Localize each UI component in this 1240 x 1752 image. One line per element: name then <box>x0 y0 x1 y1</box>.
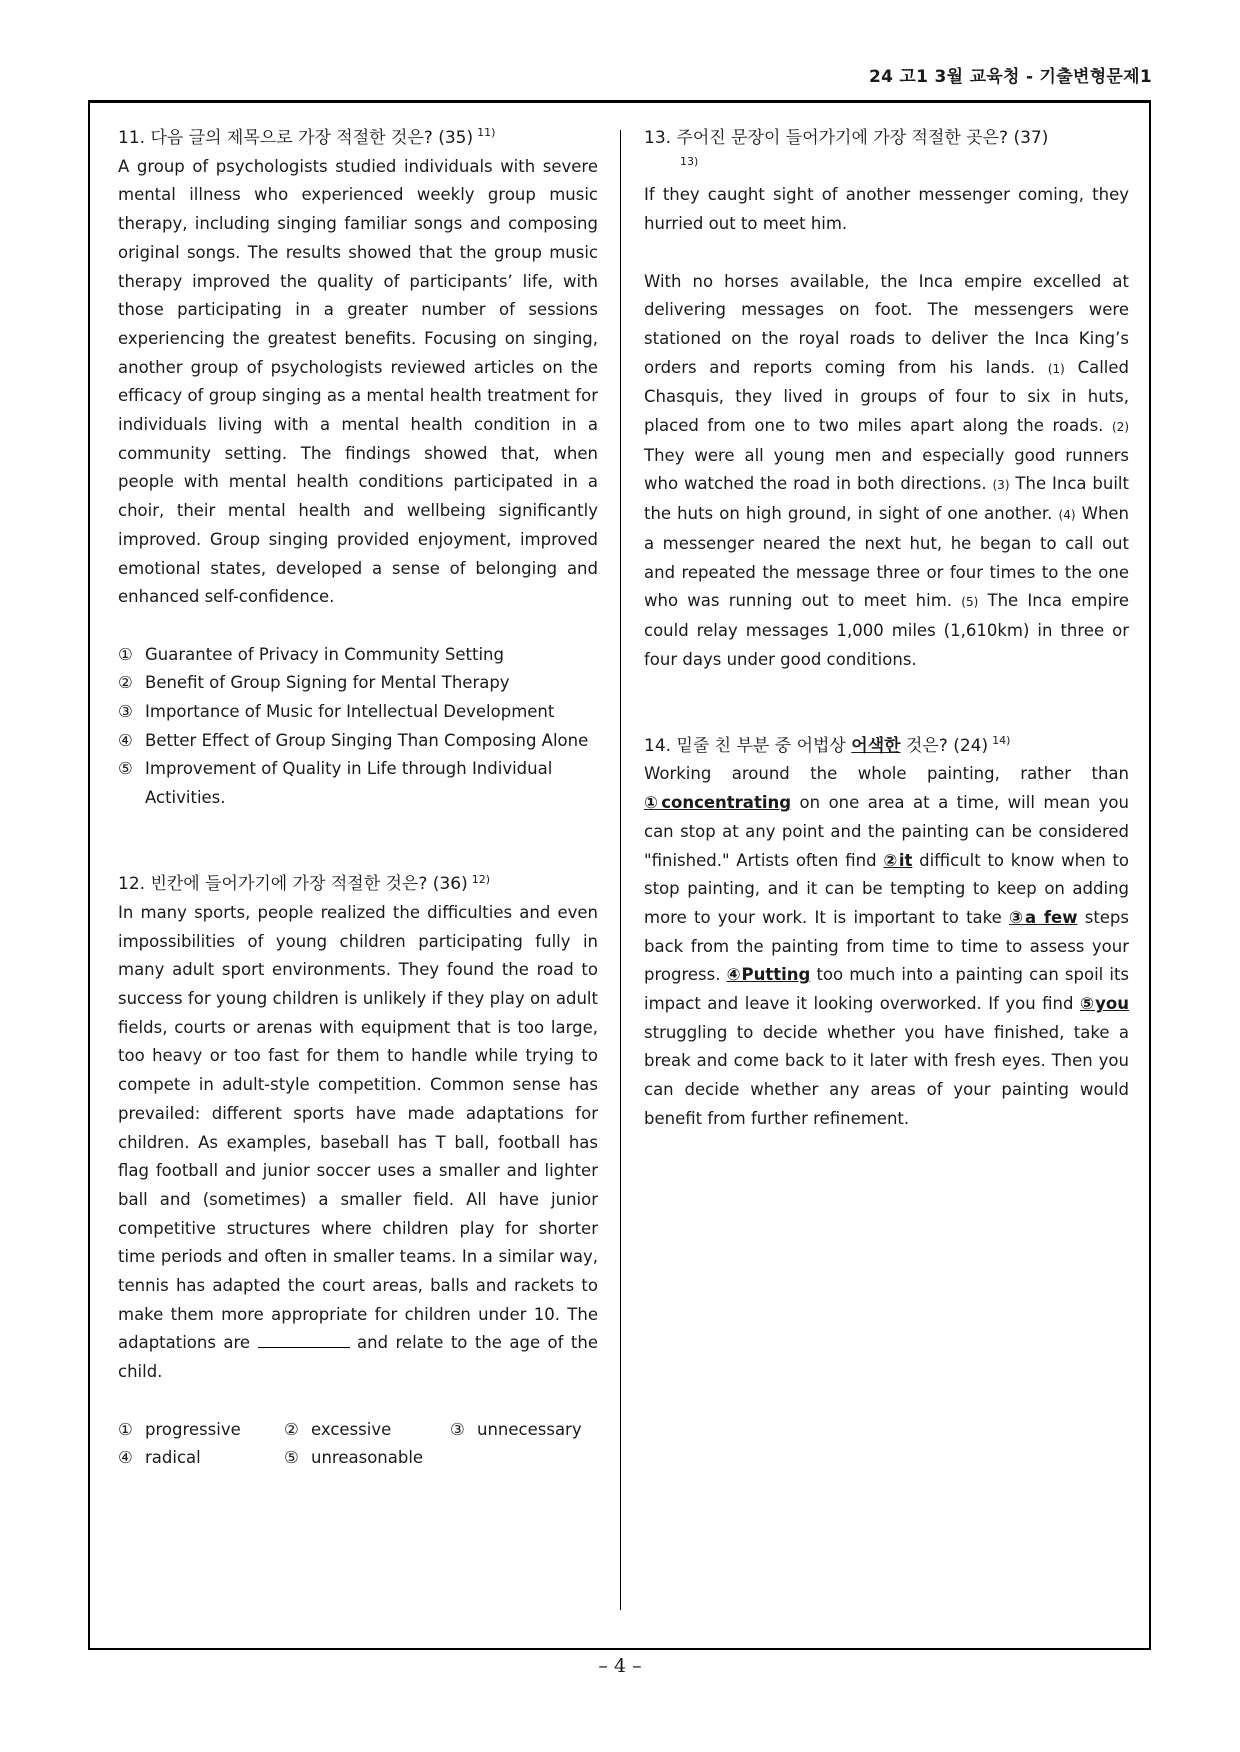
question-12-choices <box>118 1416 598 1473</box>
question-14 <box>644 732 1129 1134</box>
position-marker-3: (3) <box>992 478 1010 493</box>
choice-3[interactable]: ③ unnecessary <box>450 1419 582 1439</box>
question-14-passage: Working around the whole painting, rather than ①concentrating on one area at a time, will mean you can stop at any point and the painting can be considered "finished." Artists often find ②it difficult to know when to stop painting, and it can be tempting to keep on adding more to your work. It is important to take ③a few steps back from the painting from time to time to assess your progress. ④Putting too much into a painting can spoil its impact and leave it looking overworked. If you find ⑤you struggling to decide whether you have finished, take a break and come back to it later with fresh eyes. Then you can decide whether any areas of your painting would benefit from further refinement. <box>644 764 1130 1128</box>
choice-1[interactable]: ① progressive <box>118 1419 241 1439</box>
question-11-choices <box>118 641 598 813</box>
choice-2[interactable]: ② excessive <box>284 1419 392 1439</box>
question-11-title: 11. 다음 글의 제목으로 가장 적절한 것은? (35) $^{11)}$ <box>118 126 496 148</box>
underlined-option-3[interactable]: ③a few <box>1009 907 1078 927</box>
question-13-title: 13. 주어진 문장이 들어가기에 가장 적절한 곳은? (37) 13) <box>644 128 1049 169</box>
underlined-option-5[interactable]: ⑤you <box>1079 994 1129 1014</box>
question-12-passage: In many sports, people realized the difficulties and even impossibilities of young children participating fully in many adult sport environments. They found the road to success for young children is unlikely if they play on adult fields, courts or arenas with equipment that is too large, too heavy or too fast for them to handle while trying to compete in adult-style competition. Common sense has prevailed: different sports have made adaptations for children. As examples, baseball has T ball, football has flag football and junior soccer uses a smaller and lighter ball and (sometimes) a smaller field. All have junior competitive structures where children play for shorter time periods and often in smaller teams. In a similar way, tennis has adapted the court areas, balls and rackets to make them more appropriate for children under 10. The adaptations are and relate to the age of the child. <box>118 902 598 1382</box>
choice-5[interactable]: ⑤ Improvement of Quality in Life through Individual Activities. <box>118 759 553 808</box>
position-marker-5: (5) <box>961 595 979 610</box>
choice-3[interactable]: ③ Importance of Music for Intellectual Development <box>118 702 555 722</box>
right-column <box>644 124 1129 1134</box>
question-11-passage: A group of psychologists studied individuals with severe mental illness who experienced weekly group music therapy, including singing familiar songs and composing original songs. The results showed that the group music therapy improved the quality of participants’ life, with those participating in a greater number of sessions experiencing the greatest benefits. Focusing on singing, another group of psychologists reviewed articles on the efficacy of group singing as a mental health treatment for individuals living with a mental health condition in a community setting. The findings showed that, when people with mental health conditions participated in a choir, their mental health and wellbeing significantly improved. Group singing provided enjoyment, improved emotional states, developed a sense of belonging and enhanced self-confidence. <box>118 156 598 607</box>
position-marker-1: (1) <box>1047 361 1065 376</box>
exam-header-title: 24 고1 3월 교육청 - 기출변형문제1 <box>868 67 1152 87</box>
underlined-option-1[interactable]: ①concentrating <box>644 793 792 813</box>
choice-2[interactable]: ② Benefit of Group Signing for Mental Therapy <box>118 673 510 693</box>
column-divider <box>620 130 621 1610</box>
left-column <box>118 124 598 1473</box>
footnote-marker: 12) <box>471 872 491 886</box>
choice-4[interactable]: ④ radical <box>118 1448 201 1468</box>
underlined-option-4[interactable]: ④Putting <box>726 965 811 985</box>
footnote-marker: 11) <box>477 126 496 140</box>
question-13-passage: With no horses available, the Inca empire excelled at delivering messages on foot. The messengers were stationed on the royal roads to deliver the Inca King’s orders and reports coming from his lands. (1) Called Chasquis, they lived in groups of four to six in huts, placed from one to two miles apart along the roads. (2) They were all young men and especially good runners who watched the road in both directions. (3) The Inca built the huts on high ground, in sight of one another. (4) When a messenger neared the next hut, he began to call out and repeated the message three or four times to the one who was running out to meet him. (5) The Inca empire could relay messages 1,000 miles (1,610km) in three or four days under good conditions. <box>644 271 1130 669</box>
given-sentence: If they caught sight of another messenger coming, they hurried out to meet him. <box>644 185 1129 234</box>
footnote-marker: 14) <box>992 734 1011 748</box>
question-14-title: 14. 밑줄 친 부분 중 어법상 어색한 것은? (24) $^{14)}$ <box>644 734 1011 756</box>
choice-5[interactable]: ⑤ unreasonable <box>284 1448 424 1468</box>
choice-1[interactable]: ① Guarantee of Privacy in Community Setting <box>118 644 504 664</box>
choice-4[interactable]: ④ Better Effect of Group Singing Than Composing Alone <box>118 730 589 750</box>
underlined-option-2[interactable]: ②it <box>883 850 913 870</box>
position-marker-4: (4) <box>1058 508 1076 523</box>
answer-blank <box>258 1333 350 1348</box>
question-13 <box>644 124 1129 674</box>
question-12 <box>118 870 598 1473</box>
page-number: – 4 – <box>598 1655 642 1677</box>
position-marker-2: (2) <box>1112 420 1129 435</box>
emphasis-word: 어색한 <box>851 735 901 756</box>
question-12-title: 12. 빈칸에 들어가기에 가장 적절한 것은? (36) $^{12)}$ <box>118 872 491 895</box>
question-11 <box>118 124 598 813</box>
